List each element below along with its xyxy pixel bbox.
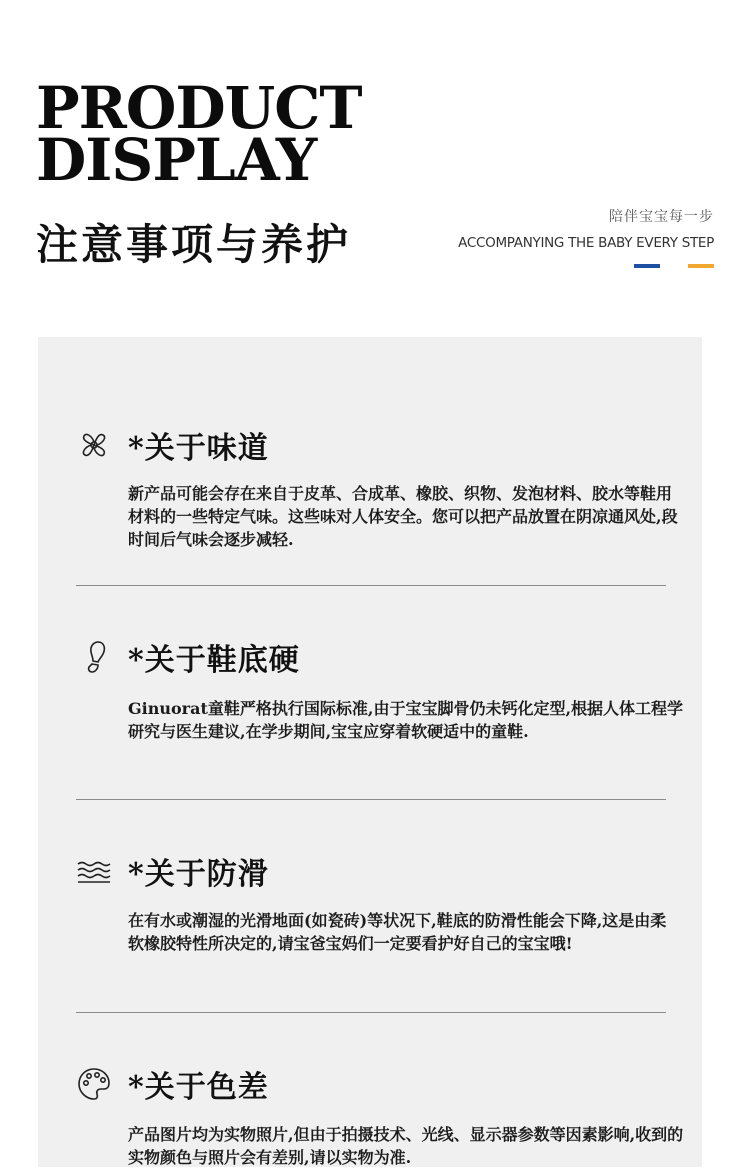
care-notes-panel (38, 337, 702, 1167)
footprint-icon (76, 639, 112, 675)
tagline (458, 206, 714, 251)
section-header (76, 1062, 269, 1106)
section-divider (76, 1012, 666, 1013)
page-subtitle: 注意事项与养护 (36, 220, 352, 269)
accent-bar-orange (688, 264, 714, 268)
section-divider (76, 585, 666, 586)
section-title: *关于防滑 (128, 857, 269, 892)
hero-title-line2: DISPLAY (36, 126, 317, 194)
tagline-accent-bars (634, 264, 714, 268)
palette-icon (76, 1066, 112, 1102)
hero-title-line1: PRODUCT (36, 74, 362, 142)
tagline-cn: 陪伴宝宝每一步 (609, 209, 714, 225)
section-header (76, 635, 300, 679)
section-body: Ginuorat童鞋严格执行国际标准,由于宝宝脚骨仍未钙化定型,根据人体工程学研究与医生建议,在学步期间,宝宝应穿着软硬适中的童鞋. (128, 699, 684, 741)
fan-icon (76, 427, 112, 463)
accent-bar-blue (634, 264, 660, 268)
tagline-en: ACCOMPANYING THE BABY EVERY STEP (458, 235, 714, 251)
section-title: *关于色差 (128, 1070, 269, 1105)
section-body: 新产品可能会存在来自于皮革、合成革、橡胶、织物、发泡材料、胶水等鞋用材料的一些特定气味。这些味对人体安全。您可以把产品放置在阴凉通风处,段时间后气味会逐步减轻. (128, 484, 678, 549)
section-body: 在有水或潮湿的光滑地面(如瓷砖)等状况下,鞋底的防滑性能会下降,这是由柔软橡胶特性所决定的,请宝爸宝妈们一定要看护好自己的宝宝哦! (128, 911, 667, 953)
section-header (76, 849, 269, 893)
hero-title (36, 74, 362, 194)
waves-icon (76, 853, 112, 889)
section-title: *关于鞋底硬 (128, 643, 300, 678)
section-body: 产品图片均为实物照片,但由于拍摄技术、光线、显示器参数等因素影响,收到的实物颜色与照片会有差别,请以实物为准. (128, 1125, 684, 1167)
section-divider (76, 799, 666, 800)
section-header (76, 423, 269, 467)
section-title: *关于味道 (128, 431, 269, 466)
